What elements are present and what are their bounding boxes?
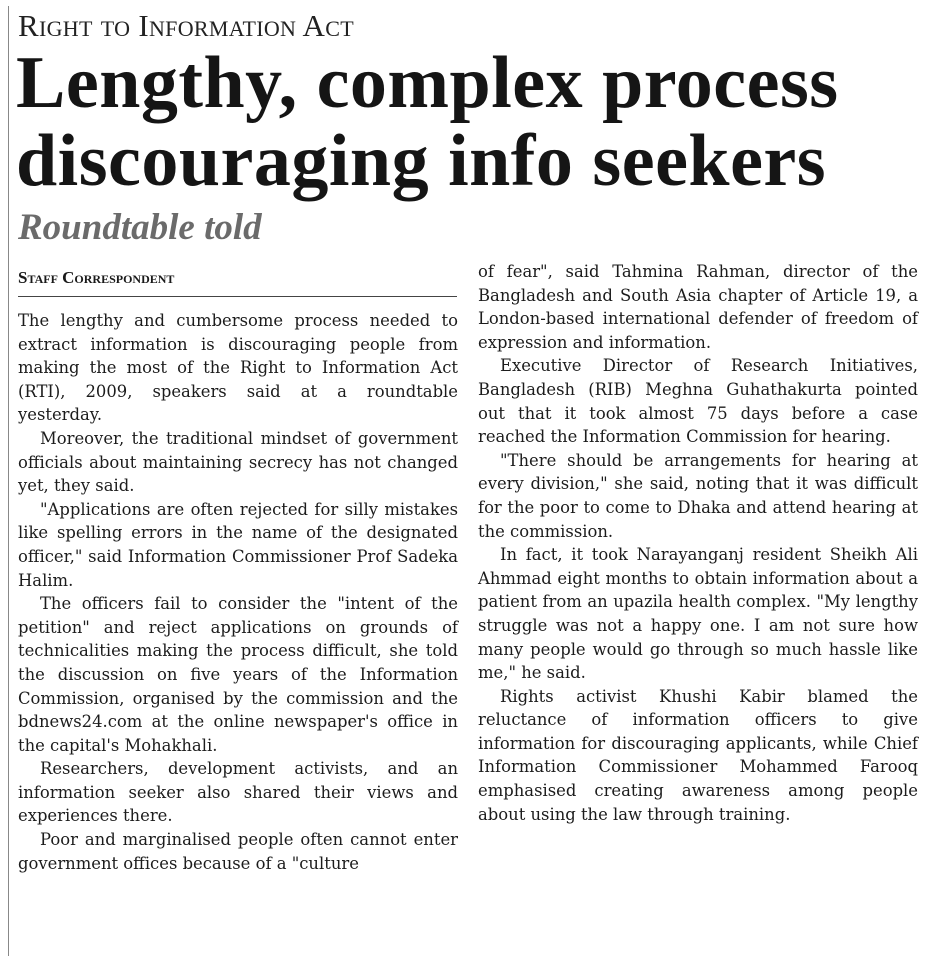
paragraph: Rights activist Khushi Kabir blamed the reluctance of information officers to give information for discouraging applicants, while Chief Information Commissioner Mohammed Farooq emphasised creating awareness among people about using the law through training. xyxy=(478,686,918,824)
article-byline: Staff Correspondent xyxy=(18,266,457,297)
paragraph: Executive Director of Research Initiatives, Bangladesh (RIB) Meghna Guhathakurta pointed out that it took almost 75 days before a case reached the Information Commission for hearing. xyxy=(478,356,918,447)
body-column-right xyxy=(478,260,918,826)
paragraph: Researchers, development activists, and an information seeker also shared their views and experiences there. xyxy=(18,759,458,826)
headline-line-2: discouraging info seekers xyxy=(16,120,827,202)
paragraph: In fact, it took Narayanganj resident Sheikh Ali Ahmmad eight months to obtain information about a patient from an upazila health complex. "My lengthy struggle was not a happy one. I am not sure how many people would go through so much hassle like me," he said. xyxy=(478,545,918,683)
article-kicker: Right to Information Act xyxy=(18,8,354,43)
article-subhead: Roundtable told xyxy=(18,207,262,248)
body-column-left xyxy=(18,309,458,875)
paragraph: The lengthy and cumbersome process needed to extract information is discouraging people from making the most of the Right to Information Act (RTI), 2009, speakers said at a roundtable yesterday. xyxy=(18,311,458,425)
headline-line-1: Lengthy, complex process xyxy=(16,42,839,124)
paragraph: Moreover, the traditional mindset of government officials about maintaining secrecy has not changed yet, they said. xyxy=(18,428,458,496)
paragraph: The officers fail to consider the "intent of the petition" and reject applications on grounds of technicalities making the process difficult, she told the discussion on five years of the Information Commission, organised by the commission and the bdnews24.com at the online newspaper's office in the capital's Mohakhali. xyxy=(18,594,458,755)
paragraph: Poor and marginalised people often cannot enter government offices because of a "culture xyxy=(18,830,458,873)
paragraph: "There should be arrangements for hearing at every division," she said, noting that it was difficult for the poor to come to Dhaka and attend hearing at the commission. xyxy=(478,450,918,541)
paragraph: of fear", said Tahmina Rahman, director of the Bangladesh and South Asia chapter of Article 19, a London-based international defender of freedom of expression and information. xyxy=(478,262,918,352)
paragraph: "Applications are often rejected for silly mistakes like spelling errors in the name of the designated officer," said Information Commissioner Prof Sadeka Halim. xyxy=(18,499,458,590)
column-rule xyxy=(8,6,9,956)
article-headline xyxy=(16,44,921,200)
